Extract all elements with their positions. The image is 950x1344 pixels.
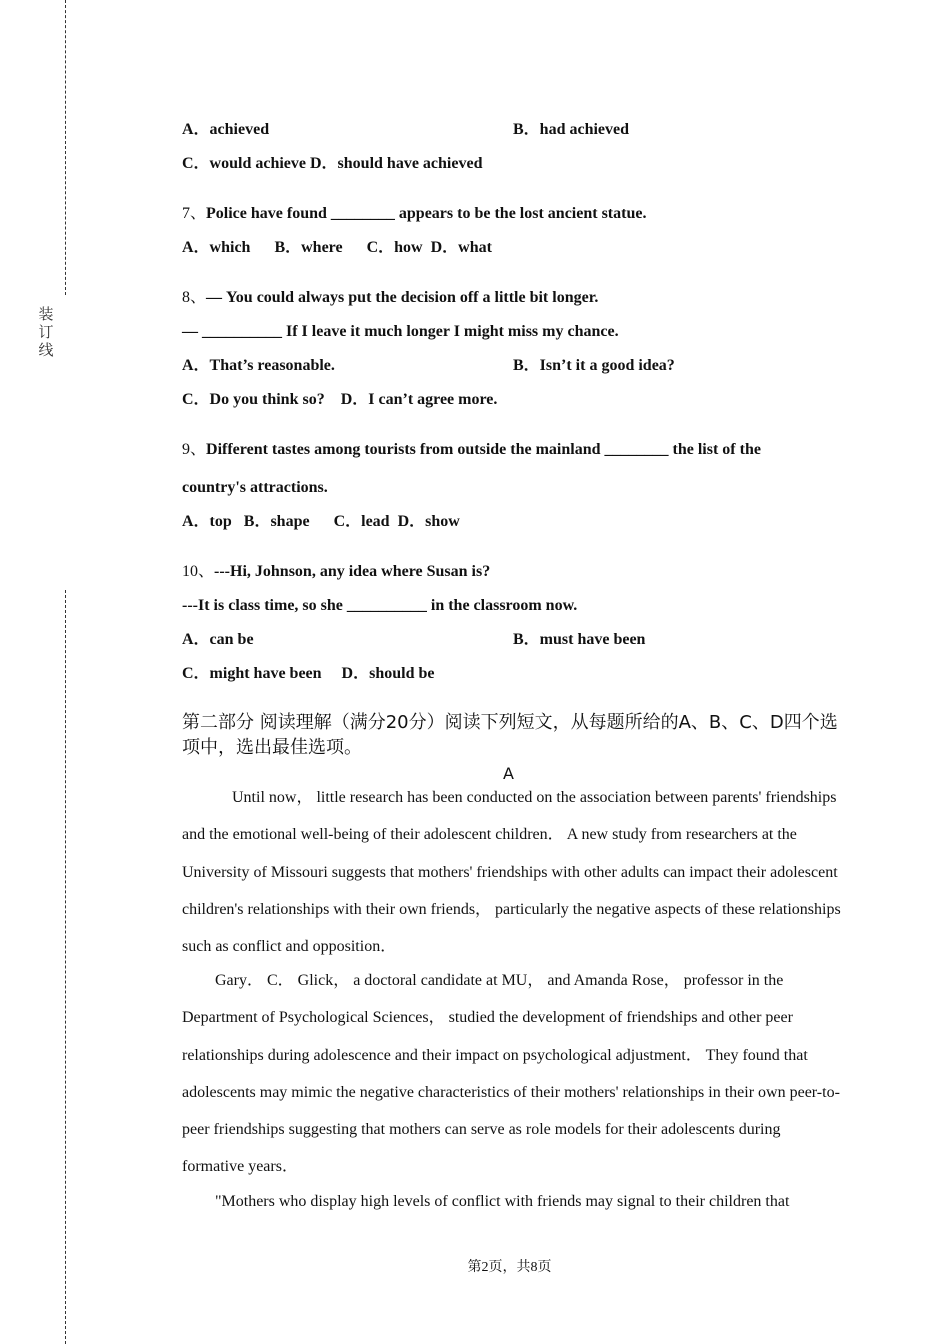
question-text: ---Hi, Johnson, any idea where Susan is? — [214, 563, 491, 580]
binding-label — [38, 305, 54, 359]
question-number: 9、 — [182, 441, 207, 458]
q6-option-a: A．achieved — [182, 121, 270, 138]
q8-option-cd: C．Do you think so? D．I can’t agree more. — [182, 391, 498, 408]
q7-options: A．which B．where C．how D．what — [182, 239, 492, 256]
q10-option-a: A．can be — [182, 631, 254, 648]
passage-label: A — [503, 764, 514, 783]
question-number: 8、 — [182, 289, 207, 306]
binding-char: 线 — [38, 341, 54, 359]
question-9-line2: country's attractions. — [182, 479, 328, 496]
question-8-line2: — __________ If I leave it much longer I might miss my chance. — [182, 323, 619, 340]
question-10 — [182, 562, 490, 582]
q10-option-b: B．must have been — [513, 631, 646, 648]
question-number: 7、 — [182, 205, 207, 222]
question-text: Different tastes among tourists from outside the mainland ________ the list of the — [206, 441, 761, 458]
question-10-line2: ---It is class time, so she __________ in the classroom now. — [182, 597, 578, 614]
binding-char: 装 — [38, 305, 54, 323]
binding-char: 订 — [38, 323, 54, 341]
q8-option-b: B．Isn’t it a good idea? — [513, 357, 675, 374]
question-9 — [182, 440, 761, 460]
q6-option-cd: C．would achieve D．should have achieved — [182, 155, 483, 172]
q10-option-cd: C．might have been D．should be — [182, 665, 435, 682]
question-text: — You could always put the decision off a little bit longer. — [206, 289, 599, 306]
passage-paragraph: Until now， little research has been conducted on the association between parents' friendships and the emotional well-being of their adolescent children． A new study from researchers at the University of Missouri suggests that mothers' friendships with other adults can impact their adolescent children's relationships with their own friends， particularly the negative aspects of these relationships such as conflict and opposition． — [182, 789, 841, 956]
question-7 — [182, 204, 646, 224]
page-footer: 第2页，共8页 — [467, 1260, 552, 1275]
q6-option-b: B．had achieved — [513, 121, 630, 138]
passage-paragraph: Gary． C． Glick， a doctoral candidate at MU， and Amanda Rose， professor in the Department of Psychological Sciences， studied the development of friendships and other peer relationships during adolescence and their impact on psychological adjustment． They found that adolescents may mimic the negative characteristics of their mothers' relationships in their own peer-to-peer friendships suggesting that mothers can serve as role models for their adolescents during formative years． — [182, 972, 840, 1176]
question-8 — [182, 288, 598, 308]
question-text: Police have found ________ appears to be the lost ancient statue. — [206, 205, 647, 222]
binding-line-bottom — [65, 590, 66, 1344]
passage-paragraph: "Mothers who display high levels of conflict with friends may signal to their children that — [215, 1193, 790, 1210]
q8-option-a: A．That’s reasonable. — [182, 357, 335, 374]
binding-line-top — [65, 0, 66, 295]
part2-title: 第二部分 阅读理解（满分20分）阅读下列短文，从每题所给的A、B、C、D四个选项中，选出最佳选项。 — [182, 712, 838, 758]
q9-options: A．top B．shape C．lead D．show — [182, 513, 460, 530]
question-number: 10、 — [182, 563, 215, 580]
